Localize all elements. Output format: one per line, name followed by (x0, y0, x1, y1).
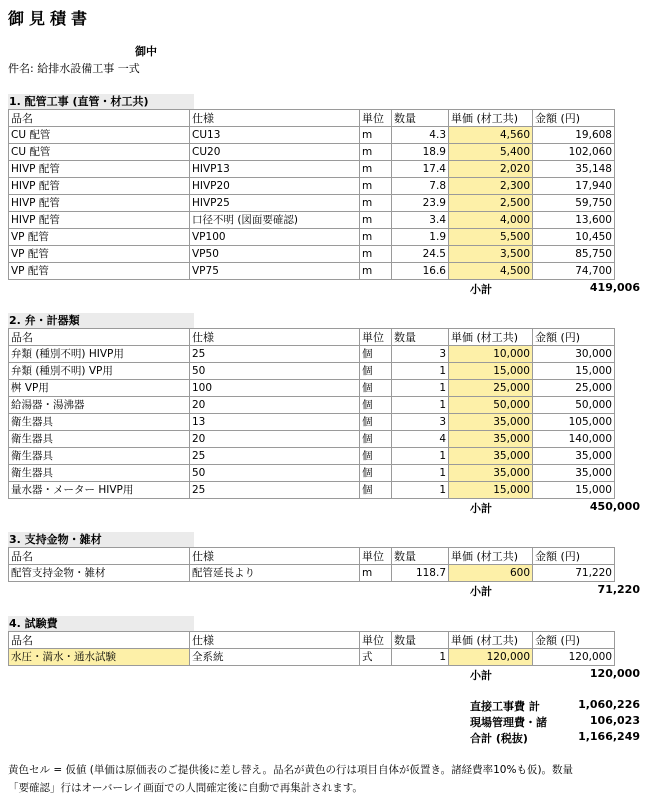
cell-price: 5,400 (449, 144, 533, 161)
table-row (9, 397, 615, 414)
cell-amount: 35,000 (533, 448, 615, 465)
cell-spec: VP75 (190, 263, 360, 280)
table-row (9, 465, 615, 482)
subtotal-label: 小計 (470, 669, 492, 682)
table-row (9, 431, 615, 448)
cell-qty: 3.4 (392, 212, 449, 229)
table-row (9, 178, 615, 195)
section-title: 2. 弁・計器類 (8, 313, 194, 328)
cell-price: 35,000 (449, 448, 533, 465)
table-row (9, 212, 615, 229)
cell-qty: 16.6 (392, 263, 449, 280)
column-header-unit: 単位 (360, 329, 392, 346)
cell-name: 衛生器具 (9, 414, 190, 431)
table-row (9, 565, 615, 582)
column-header-price: 単価 (材工共) (449, 329, 533, 346)
cell-unit: 個 (360, 397, 392, 414)
cell-name: 配管支持金物・雑材 (9, 565, 190, 582)
cell-unit: 個 (360, 380, 392, 397)
table-row (9, 195, 615, 212)
cell-amount: 71,220 (533, 565, 615, 582)
cell-qty: 4.3 (392, 127, 449, 144)
cell-spec: 25 (190, 482, 360, 499)
cell-amount: 19,608 (533, 127, 615, 144)
cell-unit: 個 (360, 346, 392, 363)
cell-qty: 24.5 (392, 246, 449, 263)
cell-amount: 74,700 (533, 263, 615, 280)
cell-name: VP 配管 (9, 246, 190, 263)
cell-name: 弁類 (種別不明) VP用 (9, 363, 190, 380)
table-header-row (9, 632, 615, 649)
cell-spec: 20 (190, 397, 360, 414)
subtotal-value: 419,006 (589, 281, 640, 294)
cell-name: 衛生器具 (9, 448, 190, 465)
cell-amount: 120,000 (533, 649, 615, 666)
column-header-price: 単価 (材工共) (449, 632, 533, 649)
cell-spec: HIVP25 (190, 195, 360, 212)
cell-price: 4,560 (449, 127, 533, 144)
cell-unit: m (360, 565, 392, 582)
table-row (9, 246, 615, 263)
document-title: 御見積書 (8, 9, 93, 28)
cell-amount: 140,000 (533, 431, 615, 448)
cell-price: 25,000 (449, 380, 533, 397)
cell-name: HIVP 配管 (9, 212, 190, 229)
cell-spec: CU13 (190, 127, 360, 144)
cell-price: 120,000 (449, 649, 533, 666)
column-header-spec: 仕様 (190, 548, 360, 565)
addressee-suffix: 御中 (135, 45, 157, 58)
cell-unit: m (360, 195, 392, 212)
cell-unit: m (360, 178, 392, 195)
cell-unit: 個 (360, 363, 392, 380)
cell-amount: 13,600 (533, 212, 615, 229)
column-header-qty: 数量 (392, 329, 449, 346)
cell-price: 2,500 (449, 195, 533, 212)
summary-label: 合計 (税抜) (470, 732, 528, 745)
column-header-qty: 数量 (392, 632, 449, 649)
cell-qty: 1.9 (392, 229, 449, 246)
cell-price: 10,000 (449, 346, 533, 363)
column-header-price: 単価 (材工共) (449, 548, 533, 565)
cell-name: HIVP 配管 (9, 178, 190, 195)
table-row (9, 380, 615, 397)
cell-price: 4,500 (449, 263, 533, 280)
column-header-qty: 数量 (392, 110, 449, 127)
cell-unit: 式 (360, 649, 392, 666)
cell-qty: 118.7 (392, 565, 449, 582)
cell-spec: 100 (190, 380, 360, 397)
subtotal-value: 71,220 (597, 583, 640, 596)
cell-amount: 15,000 (533, 482, 615, 499)
cell-price: 5,500 (449, 229, 533, 246)
section-title: 3. 支持金物・雑材 (8, 532, 194, 547)
cell-name: CU 配管 (9, 127, 190, 144)
cell-spec: 25 (190, 448, 360, 465)
estimate-table (8, 547, 615, 582)
column-header-name: 品名 (9, 110, 190, 127)
table-row (9, 229, 615, 246)
column-header-unit: 単位 (360, 548, 392, 565)
cell-unit: m (360, 144, 392, 161)
cell-qty: 23.9 (392, 195, 449, 212)
subtotal-label: 小計 (470, 585, 492, 598)
cell-spec: 口径不明 (図面要確認) (190, 212, 360, 229)
subject-line: 件名: 給排水設備工事 一式 (8, 62, 140, 75)
cell-unit: 個 (360, 465, 392, 482)
column-header-amount: 金額 (円) (533, 548, 615, 565)
note-provisional: 黄色セル = 仮値 (単価は原価表のご提供後に差し替え。品名が黄色の行は項目自体が仮置き。諸経費率10%も仮)。数量 (8, 764, 574, 776)
cell-name: 衛生器具 (9, 431, 190, 448)
cell-qty: 1 (392, 397, 449, 414)
cell-name: VP 配管 (9, 263, 190, 280)
cell-price: 15,000 (449, 482, 533, 499)
cell-qty: 1 (392, 363, 449, 380)
table-row (9, 127, 615, 144)
cell-unit: m (360, 263, 392, 280)
cell-name: 水圧・満水・通水試験 (9, 649, 190, 666)
cell-name: 給湯器・湯沸器 (9, 397, 190, 414)
cell-amount: 85,750 (533, 246, 615, 263)
cell-unit: m (360, 246, 392, 263)
cell-amount: 15,000 (533, 363, 615, 380)
column-header-amount: 金額 (円) (533, 110, 615, 127)
table-row (9, 144, 615, 161)
column-header-name: 品名 (9, 548, 190, 565)
summary-value: 1,166,249 (578, 730, 640, 743)
column-header-price: 単価 (材工共) (449, 110, 533, 127)
cell-spec: CU20 (190, 144, 360, 161)
estimate-table (8, 328, 615, 499)
column-header-qty: 数量 (392, 548, 449, 565)
cell-qty: 1 (392, 380, 449, 397)
column-header-spec: 仕様 (190, 110, 360, 127)
column-header-spec: 仕様 (190, 329, 360, 346)
cell-qty: 4 (392, 431, 449, 448)
cell-name: HIVP 配管 (9, 195, 190, 212)
cell-amount: 30,000 (533, 346, 615, 363)
table-row (9, 161, 615, 178)
subtotal-value: 450,000 (589, 500, 640, 513)
table-header-row (9, 110, 615, 127)
cell-unit: m (360, 161, 392, 178)
cell-spec: 50 (190, 363, 360, 380)
cell-price: 35,000 (449, 414, 533, 431)
table-header-row (9, 548, 615, 565)
cell-amount: 59,750 (533, 195, 615, 212)
cell-amount: 25,000 (533, 380, 615, 397)
summary-label: 現場管理費・諸 (470, 716, 547, 729)
cell-spec: 全系統 (190, 649, 360, 666)
cell-price: 15,000 (449, 363, 533, 380)
column-header-name: 品名 (9, 632, 190, 649)
cell-price: 2,300 (449, 178, 533, 195)
cell-amount: 105,000 (533, 414, 615, 431)
table-row (9, 363, 615, 380)
summary-label: 直接工事費 計 (470, 700, 540, 713)
cell-spec: VP50 (190, 246, 360, 263)
cell-spec: 50 (190, 465, 360, 482)
cell-amount: 35,000 (533, 465, 615, 482)
column-header-amount: 金額 (円) (533, 329, 615, 346)
subtotal-label: 小計 (470, 283, 492, 296)
cell-name: HIVP 配管 (9, 161, 190, 178)
column-header-spec: 仕様 (190, 632, 360, 649)
cell-price: 35,000 (449, 431, 533, 448)
cell-qty: 17.4 (392, 161, 449, 178)
cell-price: 4,000 (449, 212, 533, 229)
section-title: 1. 配管工事 (直管・材工共) (8, 94, 194, 109)
cell-unit: 個 (360, 448, 392, 465)
cell-amount: 17,940 (533, 178, 615, 195)
column-header-unit: 単位 (360, 632, 392, 649)
cell-qty: 7.8 (392, 178, 449, 195)
cell-unit: m (360, 127, 392, 144)
cell-name: CU 配管 (9, 144, 190, 161)
note-recalc: 「要確認」行はオーバーレイ画面での人間確定後に自動で再集計されます。 (8, 782, 363, 794)
table-row (9, 346, 615, 363)
cell-unit: 個 (360, 414, 392, 431)
cell-amount: 50,000 (533, 397, 615, 414)
section-title: 4. 試験費 (8, 616, 194, 631)
cell-unit: m (360, 212, 392, 229)
cell-name: 衛生器具 (9, 465, 190, 482)
cell-qty: 1 (392, 465, 449, 482)
cell-price: 3,500 (449, 246, 533, 263)
cell-unit: 個 (360, 482, 392, 499)
cell-qty: 1 (392, 649, 449, 666)
cell-qty: 3 (392, 346, 449, 363)
cell-price: 2,020 (449, 161, 533, 178)
estimate-table (8, 631, 615, 666)
cell-spec: 25 (190, 346, 360, 363)
cell-name: 桝 VP用 (9, 380, 190, 397)
subtotal-value: 120,000 (589, 667, 640, 680)
cell-unit: m (360, 229, 392, 246)
cell-name: 弁類 (種別不明) HIVP用 (9, 346, 190, 363)
summary-value: 1,060,226 (578, 698, 640, 711)
cell-spec: 20 (190, 431, 360, 448)
cell-price: 600 (449, 565, 533, 582)
subtotal-label: 小計 (470, 502, 492, 515)
cell-price: 35,000 (449, 465, 533, 482)
cell-qty: 3 (392, 414, 449, 431)
table-row (9, 448, 615, 465)
column-header-unit: 単位 (360, 110, 392, 127)
column-header-name: 品名 (9, 329, 190, 346)
cell-price: 50,000 (449, 397, 533, 414)
table-header-row (9, 329, 615, 346)
cell-unit: 個 (360, 431, 392, 448)
cell-spec: HIVP13 (190, 161, 360, 178)
cell-spec: VP100 (190, 229, 360, 246)
cell-amount: 102,060 (533, 144, 615, 161)
summary-value: 106,023 (589, 714, 640, 727)
cell-spec: 13 (190, 414, 360, 431)
cell-amount: 10,450 (533, 229, 615, 246)
cell-spec: 配管延長より (190, 565, 360, 582)
column-header-amount: 金額 (円) (533, 632, 615, 649)
cell-qty: 18.9 (392, 144, 449, 161)
cell-qty: 1 (392, 482, 449, 499)
cell-qty: 1 (392, 448, 449, 465)
cell-name: VP 配管 (9, 229, 190, 246)
table-row (9, 263, 615, 280)
cell-spec: HIVP20 (190, 178, 360, 195)
estimate-table (8, 109, 615, 280)
table-row (9, 414, 615, 431)
cell-amount: 35,148 (533, 161, 615, 178)
table-row (9, 649, 615, 666)
table-row (9, 482, 615, 499)
cell-name: 量水器・メーター HIVP用 (9, 482, 190, 499)
